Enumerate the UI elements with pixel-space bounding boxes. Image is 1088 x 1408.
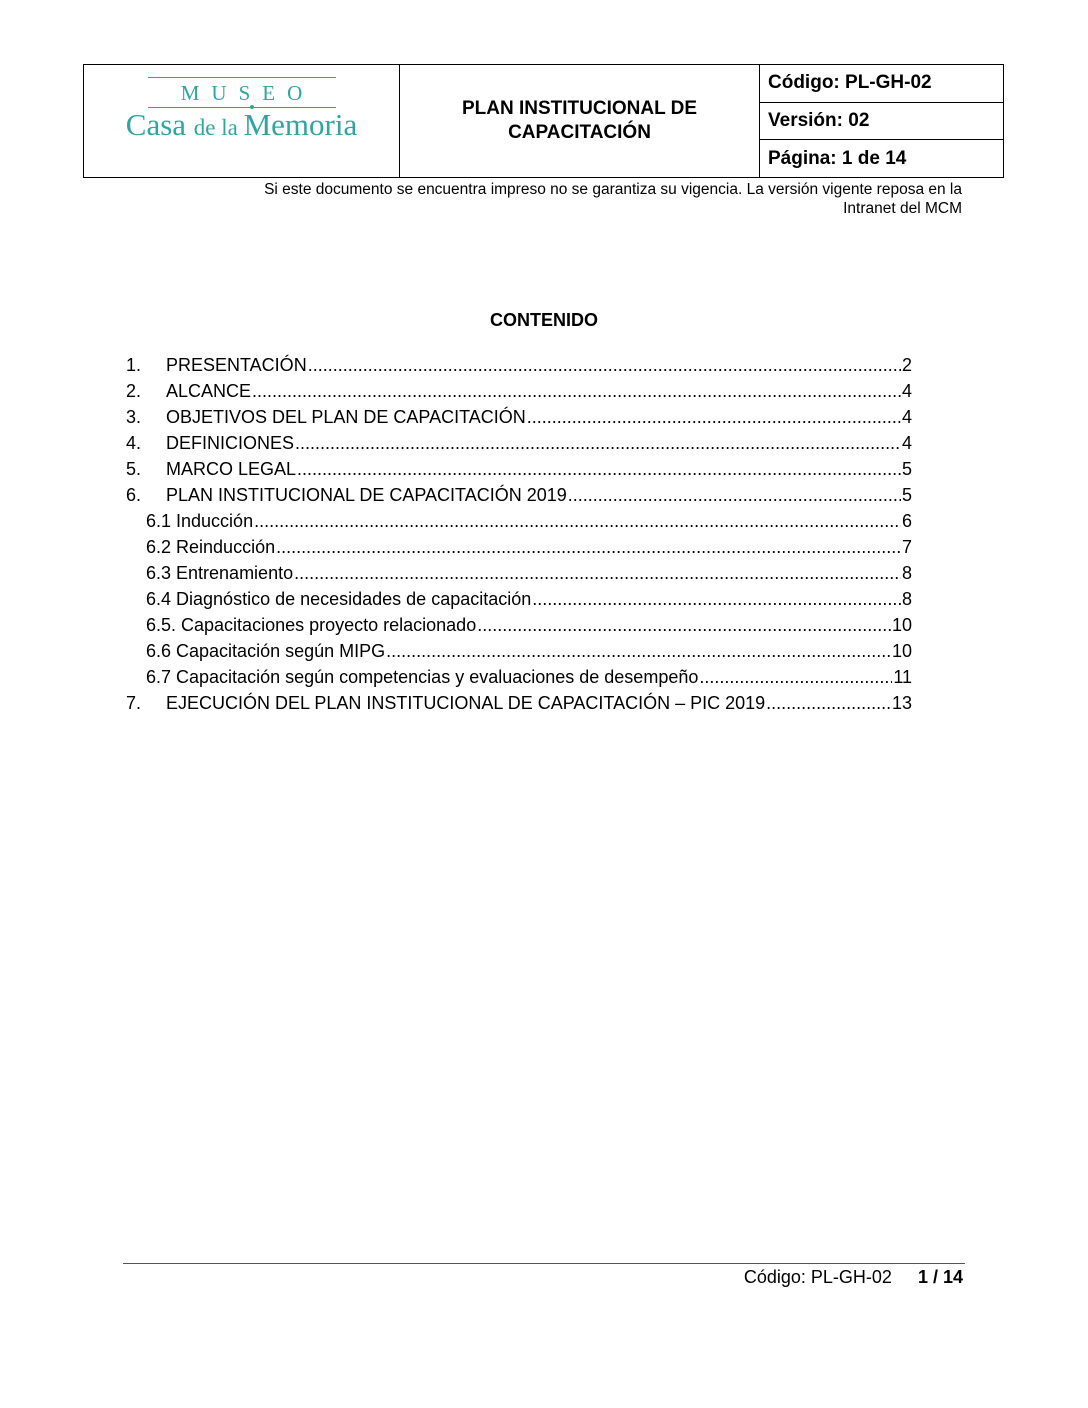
toc-entry-title: PRESENTACIÓN	[166, 355, 307, 375]
document-title-line1: PLAN INSTITUCIONAL DE	[461, 98, 698, 119]
toc-entry[interactable]	[126, 404, 912, 430]
toc-entry-title: PLAN INSTITUCIONAL DE CAPACITACIÓN 2019	[166, 485, 567, 505]
toc-entry-number: 1.	[126, 355, 142, 375]
disclaimer-line2: Intranet del MCM	[843, 200, 962, 217]
document-meta	[760, 65, 1003, 177]
toc-dot-leader	[276, 534, 901, 560]
toc-dot-leader	[532, 586, 901, 612]
toc-entry-number: 6.	[126, 485, 142, 505]
toc-entry-page: 4	[901, 407, 912, 427]
disclaimer-line1: Si este documento se encuentra impreso no se garantiza su vigencia. La versión vigente reposa en la	[264, 181, 962, 198]
toc-dot-leader	[699, 664, 892, 690]
toc-entry-title: 6.1 Inducción	[146, 511, 254, 531]
logo-memoria-word: Memoria	[243, 107, 358, 142]
toc-entry-page: 6	[901, 511, 912, 531]
toc-dot-leader	[386, 638, 891, 664]
toc-entry-title: EJECUCIÓN DEL PLAN INSTITUCIONAL DE CAPACITACIÓN – PIC 2019	[166, 693, 766, 713]
toc-entry-page: 11	[893, 667, 912, 687]
contents-heading: CONTENIDO	[490, 310, 598, 330]
toc-entry[interactable]	[126, 638, 912, 664]
toc-entry[interactable]	[126, 560, 912, 586]
document-version: Versión: 02	[760, 103, 1003, 141]
toc-entry[interactable]	[126, 612, 912, 638]
toc-dot-leader	[766, 690, 891, 716]
document-title	[400, 65, 760, 177]
toc-entry-page: 10	[891, 641, 912, 661]
toc-entry-title: ALCANCE	[166, 381, 252, 401]
toc-entry[interactable]	[126, 482, 912, 508]
toc-dot-leader	[308, 352, 901, 378]
toc-entry-page: 2	[901, 355, 912, 375]
toc-entry-page: 8	[901, 563, 912, 583]
toc-entry[interactable]	[126, 690, 912, 716]
toc-entry-title: 6.4 Diagnóstico de necesidades de capacitación	[146, 589, 532, 609]
document-code: Código: PL-GH-02	[760, 65, 1003, 103]
toc-entry-number: 2.	[126, 381, 142, 401]
toc-dot-leader	[527, 404, 901, 430]
toc-entry-page: 7	[901, 537, 912, 557]
toc-entry-page: 10	[891, 615, 912, 635]
toc-entry-page: 4	[901, 433, 912, 453]
toc-dot-leader	[568, 482, 901, 508]
toc-entry-title: 6.2 Reinducción	[146, 537, 276, 557]
toc-entry-page: 4	[901, 381, 912, 401]
footer-page-number: 1 / 14	[917, 1267, 963, 1287]
toc-entry-number: 7.	[126, 693, 142, 713]
toc-dot-leader	[297, 456, 901, 482]
toc-entry-title: OBJETIVOS DEL PLAN DE CAPACITACIÓN	[166, 407, 526, 427]
museum-logo	[84, 65, 400, 177]
footer-divider	[123, 1263, 965, 1264]
toc-entry-title: 6.7 Capacitación según competencias y evaluaciones de desempeño	[146, 667, 699, 687]
table-of-contents	[126, 352, 912, 716]
toc-entry-title: MARCO LEGAL	[166, 459, 297, 479]
footer-code: Código: PL-GH-02	[743, 1267, 892, 1287]
toc-entry[interactable]	[126, 378, 912, 404]
toc-entry[interactable]	[126, 508, 912, 534]
toc-entry-page: 5	[901, 485, 912, 505]
toc-entry-page: 13	[891, 693, 912, 713]
toc-entry-title: 6.5. Capacitaciones proyecto relacionado	[146, 615, 477, 635]
logo-de-la-word: de la	[193, 115, 244, 140]
document-title-line2: CAPACITACIÓN	[508, 122, 651, 143]
validity-disclaimer	[120, 180, 962, 218]
toc-entry-number: 3.	[126, 407, 142, 427]
toc-entry[interactable]	[126, 664, 912, 690]
toc-entry-page: 8	[901, 589, 912, 609]
toc-entry[interactable]	[126, 534, 912, 560]
toc-entry-title: 6.3 Entrenamiento	[146, 563, 294, 583]
toc-dot-leader	[294, 560, 901, 586]
toc-entry[interactable]	[126, 456, 912, 482]
toc-entry[interactable]	[126, 586, 912, 612]
toc-dot-leader	[254, 508, 901, 534]
toc-entry-number: 4.	[126, 433, 142, 453]
toc-dot-leader	[252, 378, 901, 404]
document-page: Página: 1 de 14	[768, 147, 907, 169]
toc-entry-title: 6.6 Capacitación según MIPG	[146, 641, 386, 661]
toc-entry[interactable]	[126, 352, 912, 378]
toc-entry-page: 5	[901, 459, 912, 479]
logo-casa-word: Casa	[125, 107, 194, 142]
toc-dot-leader	[477, 612, 891, 638]
toc-entry[interactable]	[126, 430, 912, 456]
page-footer	[123, 1267, 963, 1288]
toc-entry-number: 5.	[126, 459, 142, 479]
logo-rule-top	[148, 77, 336, 78]
document-header-table	[83, 64, 1004, 178]
toc-dot-leader	[295, 430, 901, 456]
logo-museo-text: MUSEO	[180, 81, 315, 105]
logo-casa-text	[84, 107, 399, 143]
toc-entry-title: DEFINICIONES	[166, 433, 295, 453]
